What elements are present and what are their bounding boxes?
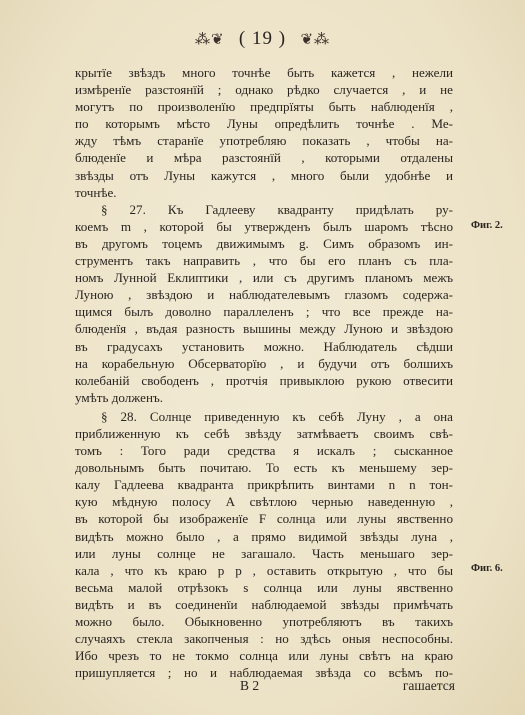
section-27-heading-line: § 27. Къ Гадлееву квадранту придѣлать ру- [101, 201, 453, 217]
text-line: томъ : Того ради средства я искалъ ; сысканное [75, 443, 453, 459]
text-line: щимся былъ доволно параллеленъ ; что все прежде на- [75, 304, 453, 320]
text-line: пришупляется ; но и наблюдаемая звѣзда со всѣмъ по- [75, 665, 453, 681]
text-line: кала , что къ краю p p , оставить открытую , что бы [75, 562, 453, 578]
text-line: коемъ m , которой бы утвержденъ былъ шаромъ тѣсно [75, 218, 453, 234]
text-line: жду тѣмъ старанїе употребляю показать , чтобы на- [75, 133, 453, 149]
text-line: весьма малой отрѣзокъ s солнца или луны явственно [75, 579, 453, 595]
text-line: струментъ такъ направить , что бы его планъ съ пла- [75, 253, 453, 269]
margin-note-figure-6: Фиг. 6. [471, 563, 503, 574]
text-line: звѣзды отъ Луны кажутся , много были удобнѣе и [75, 167, 453, 183]
text-line: блюденїя , въдая разность вышины между Луною и звѣздою [75, 321, 453, 337]
page-body [75, 64, 453, 681]
text-line: случаяхъ стекла закопченыя : но здѣсь оныя неспособны. [75, 631, 453, 647]
text-line: кую мѣдную полосу А свѣтлою чернью наведенную , [75, 494, 453, 510]
section-28-heading-line: § 28. Солнце приведенную къ себѣ Луну , а она [101, 408, 453, 424]
page-header [0, 28, 525, 50]
text-line: номъ Лунной Еклиптики , или съ другимъ планомъ межъ [75, 270, 453, 286]
text-line: довольнымъ быть почитаю. То есть къ меньшему зер- [75, 460, 453, 476]
text-line: могутъ по произволенїю предпрїяты быть наблюденїя , [75, 99, 453, 115]
right-ornament-icon: ❦⁂ [300, 30, 331, 48]
text-line: въ которой бы изображенїе F солнца или луны явственно [75, 511, 453, 527]
text-line: въ другомъ тоцемъ движимымъ g. Симъ образомъ ин- [75, 235, 453, 251]
catchword: гашается [402, 678, 455, 693]
text-line: измѣренїе разстоянїй ; однако рѣдко случается , и не [75, 82, 453, 98]
page-number: ( 19 ) [238, 28, 287, 49]
text-line: видѣть и въ соединенїи наблюдаемой звѣзды примѣчать [75, 596, 453, 612]
text-line: колебаній свободенъ , протчія привыклою рукою отвесити [75, 372, 453, 388]
text-line: можно было. Обыкновенно употребляютъ въ такихъ [75, 614, 453, 629]
text-line: калу Гадлеева квадранта прикрѣпить винтами n n тон- [75, 477, 453, 493]
margin-note-figure-2: Фиг. 2. [471, 220, 503, 231]
text-line: видѣть можно было , а прямо видимой звѣзды луна , [75, 528, 453, 544]
text-line: на корабельную Обсерваторїю , и будучи отъ болшихъ [75, 355, 453, 371]
text-line: крытїе звѣздъ много точнѣе быть кажется , нежели [75, 65, 453, 80]
text-line: Луною , звѣздою и наблюдателевымъ глазомъ содержа- [75, 287, 453, 303]
signature-mark: В 2 [240, 678, 260, 693]
text-line: въ градусахъ установить можно. Наблюдатель сѣдши [75, 338, 453, 354]
text-line: или луны солнце не загашало. Часть меньшаго зер- [75, 545, 453, 561]
page-footer [75, 678, 455, 696]
text-line: умѣть долженъ. [75, 389, 164, 405]
text-line: по которымъ мѣсто Луны опредѣлить точнѣе . Ме- [75, 116, 453, 132]
left-ornament-icon: ⁂❦ [194, 30, 225, 48]
text-line: приближенную къ себѣ звѣзду затмѣваетъ своимъ свѣ- [75, 425, 453, 441]
text-line: блюденїе и мѣра разстоянїй , которыми отдалены [75, 150, 453, 166]
text-line: Ибо чрезъ то не токмо солнца или луны свѣтъ на краю [75, 648, 453, 664]
text-line: точнѣе. [75, 184, 117, 200]
